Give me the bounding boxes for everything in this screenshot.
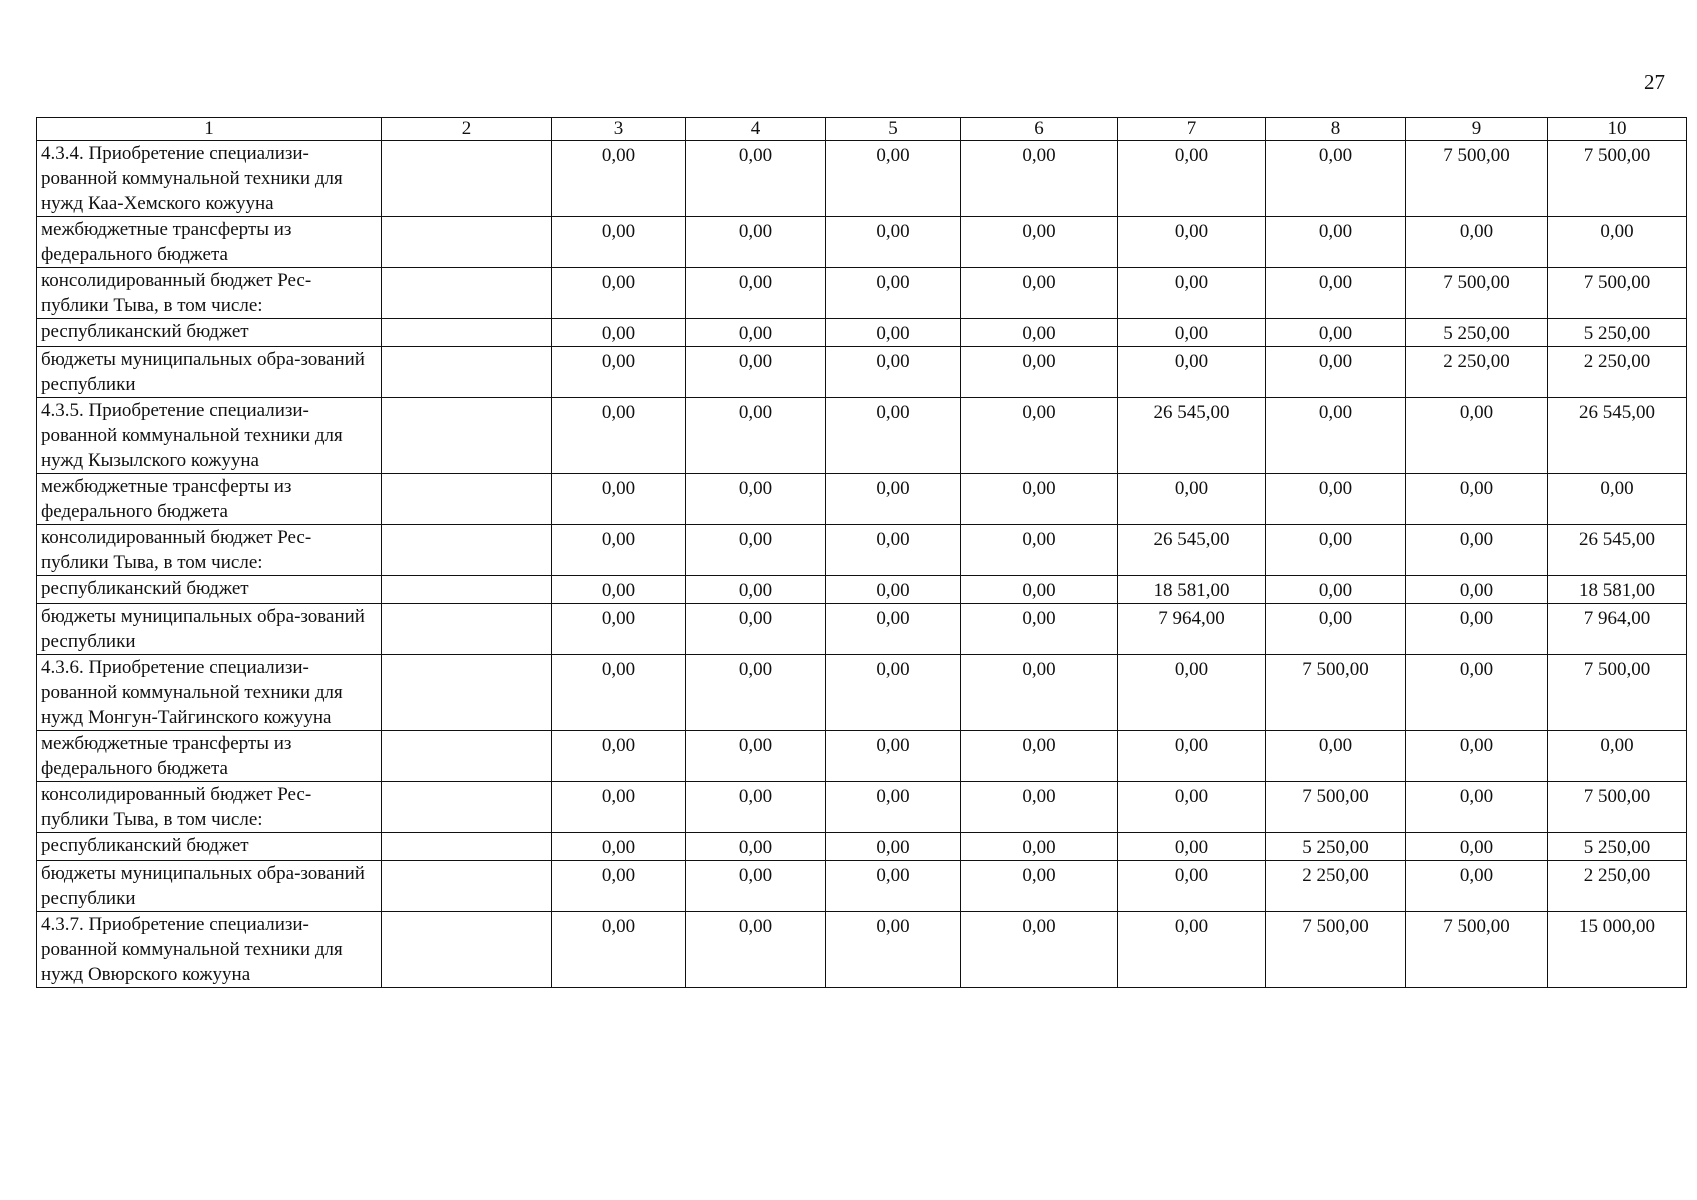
column-2-cell: [382, 217, 552, 268]
value-cell: 0,00: [961, 474, 1118, 525]
column-header: 3: [552, 118, 686, 141]
value-cell: 0,00: [826, 861, 961, 912]
value-cell: 5 250,00: [1548, 319, 1687, 347]
value-cell: 26 545,00: [1548, 525, 1687, 576]
value-cell: 0,00: [1118, 347, 1266, 398]
value-cell: 0,00: [1266, 141, 1406, 217]
value-cell: 0,00: [1548, 217, 1687, 268]
row-label: консолидированный бюджет Рес-публики Тыва, в том числе:: [37, 268, 382, 319]
value-cell: 0,00: [552, 655, 686, 731]
value-cell: 7 500,00: [1548, 141, 1687, 217]
value-cell: 0,00: [1406, 833, 1548, 861]
value-cell: 0,00: [1266, 474, 1406, 525]
value-cell: 2 250,00: [1406, 347, 1548, 398]
value-cell: 0,00: [1118, 217, 1266, 268]
value-cell: 0,00: [1406, 731, 1548, 782]
value-cell: 0,00: [826, 833, 961, 861]
value-cell: 2 250,00: [1266, 861, 1406, 912]
column-header: 9: [1406, 118, 1548, 141]
column-header: 10: [1548, 118, 1687, 141]
value-cell: 0,00: [1548, 731, 1687, 782]
table-row: [37, 576, 1687, 604]
value-cell: 5 250,00: [1406, 319, 1548, 347]
table-row: [37, 398, 1687, 474]
value-cell: 0,00: [961, 576, 1118, 604]
value-cell: 26 545,00: [1548, 398, 1687, 474]
column-2-cell: [382, 474, 552, 525]
column-header: 4: [686, 118, 826, 141]
value-cell: 0,00: [686, 604, 826, 655]
header-row: [37, 118, 1687, 141]
value-cell: 0,00: [1118, 833, 1266, 861]
value-cell: 0,00: [552, 474, 686, 525]
value-cell: 26 545,00: [1118, 398, 1266, 474]
value-cell: 5 250,00: [1266, 833, 1406, 861]
value-cell: 0,00: [826, 268, 961, 319]
value-cell: 0,00: [552, 833, 686, 861]
table-row: [37, 347, 1687, 398]
value-cell: 0,00: [961, 217, 1118, 268]
column-header: 7: [1118, 118, 1266, 141]
page-number: 27: [1644, 70, 1665, 94]
row-label: 4.3.7. Приобретение специализи-рованной коммунальной техники для нужд Овюрского кожууна: [37, 912, 382, 988]
row-label: 4.3.5. Приобретение специализи-рованной коммунальной техники для нужд Кызылского кожууна: [37, 398, 382, 474]
value-cell: 0,00: [961, 731, 1118, 782]
value-cell: 0,00: [1406, 604, 1548, 655]
value-cell: 0,00: [826, 655, 961, 731]
value-cell: 7 964,00: [1548, 604, 1687, 655]
value-cell: 2 250,00: [1548, 861, 1687, 912]
value-cell: 7 500,00: [1548, 782, 1687, 833]
value-cell: 7 500,00: [1266, 655, 1406, 731]
table-row: [37, 319, 1687, 347]
row-label: межбюджетные трансферты из федерального бюджета: [37, 731, 382, 782]
value-cell: 0,00: [1548, 474, 1687, 525]
value-cell: 0,00: [1266, 576, 1406, 604]
value-cell: 0,00: [826, 731, 961, 782]
table-row: [37, 731, 1687, 782]
value-cell: 0,00: [961, 861, 1118, 912]
row-label: бюджеты муниципальных обра-зований республики: [37, 604, 382, 655]
value-cell: 7 500,00: [1548, 268, 1687, 319]
value-cell: 0,00: [826, 217, 961, 268]
column-2-cell: [382, 731, 552, 782]
value-cell: 0,00: [1266, 604, 1406, 655]
value-cell: 0,00: [686, 731, 826, 782]
value-cell: 0,00: [826, 398, 961, 474]
value-cell: 26 545,00: [1118, 525, 1266, 576]
value-cell: 0,00: [1118, 861, 1266, 912]
value-cell: 0,00: [686, 319, 826, 347]
row-label: консолидированный бюджет Рес-публики Тыва, в том числе:: [37, 782, 382, 833]
value-cell: 0,00: [686, 833, 826, 861]
value-cell: 0,00: [552, 319, 686, 347]
value-cell: 0,00: [686, 861, 826, 912]
table-row: [37, 861, 1687, 912]
value-cell: 0,00: [1118, 268, 1266, 319]
row-label: республиканский бюджет: [37, 319, 382, 347]
row-label: межбюджетные трансферты из федерального бюджета: [37, 217, 382, 268]
value-cell: 2 250,00: [1548, 347, 1687, 398]
table-row: [37, 782, 1687, 833]
value-cell: 0,00: [826, 525, 961, 576]
column-header: 5: [826, 118, 961, 141]
row-label: бюджеты муниципальных обра-зований республики: [37, 347, 382, 398]
value-cell: 0,00: [1406, 474, 1548, 525]
row-label: 4.3.4. Приобретение специализи-рованной коммунальной техники для нужд Каа-Хемского кожууна: [37, 141, 382, 217]
value-cell: 0,00: [961, 141, 1118, 217]
value-cell: 0,00: [826, 347, 961, 398]
row-label: республиканский бюджет: [37, 576, 382, 604]
value-cell: 5 250,00: [1548, 833, 1687, 861]
value-cell: 0,00: [826, 141, 961, 217]
column-header: 2: [382, 118, 552, 141]
value-cell: 0,00: [686, 347, 826, 398]
value-cell: 0,00: [552, 731, 686, 782]
value-cell: 0,00: [1266, 398, 1406, 474]
table-row: [37, 604, 1687, 655]
value-cell: 0,00: [1266, 268, 1406, 319]
value-cell: 0,00: [686, 576, 826, 604]
value-cell: 0,00: [826, 782, 961, 833]
value-cell: 0,00: [1118, 782, 1266, 833]
value-cell: 0,00: [1266, 217, 1406, 268]
value-cell: 0,00: [961, 604, 1118, 655]
column-2-cell: [382, 833, 552, 861]
value-cell: 18 581,00: [1118, 576, 1266, 604]
value-cell: 0,00: [961, 525, 1118, 576]
value-cell: 0,00: [1118, 141, 1266, 217]
value-cell: 0,00: [1406, 782, 1548, 833]
table-row: [37, 474, 1687, 525]
value-cell: 7 500,00: [1266, 782, 1406, 833]
value-cell: 0,00: [826, 604, 961, 655]
value-cell: 0,00: [961, 268, 1118, 319]
value-cell: 0,00: [826, 319, 961, 347]
column-header: 8: [1266, 118, 1406, 141]
value-cell: 0,00: [552, 347, 686, 398]
budget-table: [36, 117, 1687, 988]
value-cell: 0,00: [686, 525, 826, 576]
column-header: 6: [961, 118, 1118, 141]
row-label: 4.3.6. Приобретение специализи-рованной коммунальной техники для нужд Монгун-Тайгинского кожууна: [37, 655, 382, 731]
value-cell: 0,00: [961, 319, 1118, 347]
value-cell: 0,00: [552, 217, 686, 268]
row-label: республиканский бюджет: [37, 833, 382, 861]
value-cell: 0,00: [1406, 525, 1548, 576]
value-cell: 7 500,00: [1266, 912, 1406, 988]
table-row: [37, 268, 1687, 319]
column-header: 1: [37, 118, 382, 141]
value-cell: 7 500,00: [1406, 912, 1548, 988]
value-cell: 0,00: [552, 268, 686, 319]
value-cell: 0,00: [961, 782, 1118, 833]
value-cell: 7 500,00: [1548, 655, 1687, 731]
column-2-cell: [382, 268, 552, 319]
value-cell: 0,00: [686, 474, 826, 525]
value-cell: 0,00: [1266, 347, 1406, 398]
value-cell: 0,00: [1118, 731, 1266, 782]
value-cell: 0,00: [1406, 576, 1548, 604]
value-cell: 0,00: [961, 655, 1118, 731]
value-cell: 0,00: [961, 398, 1118, 474]
value-cell: 15 000,00: [1548, 912, 1687, 988]
column-2-cell: [382, 782, 552, 833]
table-row: [37, 655, 1687, 731]
value-cell: 0,00: [686, 217, 826, 268]
column-2-cell: [382, 655, 552, 731]
value-cell: 0,00: [1406, 398, 1548, 474]
column-2-cell: [382, 525, 552, 576]
value-cell: 0,00: [552, 912, 686, 988]
value-cell: 0,00: [552, 604, 686, 655]
value-cell: 7 500,00: [1406, 268, 1548, 319]
value-cell: 0,00: [826, 474, 961, 525]
value-cell: 0,00: [1118, 474, 1266, 525]
column-2-cell: [382, 604, 552, 655]
value-cell: 0,00: [1406, 655, 1548, 731]
value-cell: 7 500,00: [1406, 141, 1548, 217]
column-2-cell: [382, 861, 552, 912]
value-cell: 0,00: [961, 347, 1118, 398]
value-cell: 7 964,00: [1118, 604, 1266, 655]
value-cell: 0,00: [1118, 655, 1266, 731]
column-2-cell: [382, 398, 552, 474]
value-cell: 0,00: [686, 141, 826, 217]
value-cell: 18 581,00: [1548, 576, 1687, 604]
value-cell: 0,00: [552, 398, 686, 474]
value-cell: 0,00: [1266, 731, 1406, 782]
column-2-cell: [382, 347, 552, 398]
value-cell: 0,00: [1118, 912, 1266, 988]
table-row: [37, 141, 1687, 217]
value-cell: 0,00: [686, 398, 826, 474]
row-label: межбюджетные трансферты из федерального бюджета: [37, 474, 382, 525]
table-row: [37, 833, 1687, 861]
value-cell: 0,00: [686, 268, 826, 319]
column-2-cell: [382, 141, 552, 217]
value-cell: 0,00: [1406, 217, 1548, 268]
value-cell: 0,00: [686, 655, 826, 731]
column-2-cell: [382, 576, 552, 604]
row-label: бюджеты муниципальных обра-зований республики: [37, 861, 382, 912]
value-cell: 0,00: [1266, 319, 1406, 347]
value-cell: 0,00: [826, 912, 961, 988]
value-cell: 0,00: [686, 912, 826, 988]
value-cell: 0,00: [961, 912, 1118, 988]
value-cell: 0,00: [552, 141, 686, 217]
table-row: [37, 912, 1687, 988]
column-2-cell: [382, 319, 552, 347]
value-cell: 0,00: [552, 525, 686, 576]
value-cell: 0,00: [826, 576, 961, 604]
table-row: [37, 525, 1687, 576]
column-2-cell: [382, 912, 552, 988]
value-cell: 0,00: [1406, 861, 1548, 912]
value-cell: 0,00: [1266, 525, 1406, 576]
value-cell: 0,00: [552, 861, 686, 912]
table-row: [37, 217, 1687, 268]
value-cell: 0,00: [1118, 319, 1266, 347]
value-cell: 0,00: [552, 576, 686, 604]
value-cell: 0,00: [552, 782, 686, 833]
value-cell: 0,00: [961, 833, 1118, 861]
value-cell: 0,00: [686, 782, 826, 833]
row-label: консолидированный бюджет Рес-публики Тыва, в том числе:: [37, 525, 382, 576]
